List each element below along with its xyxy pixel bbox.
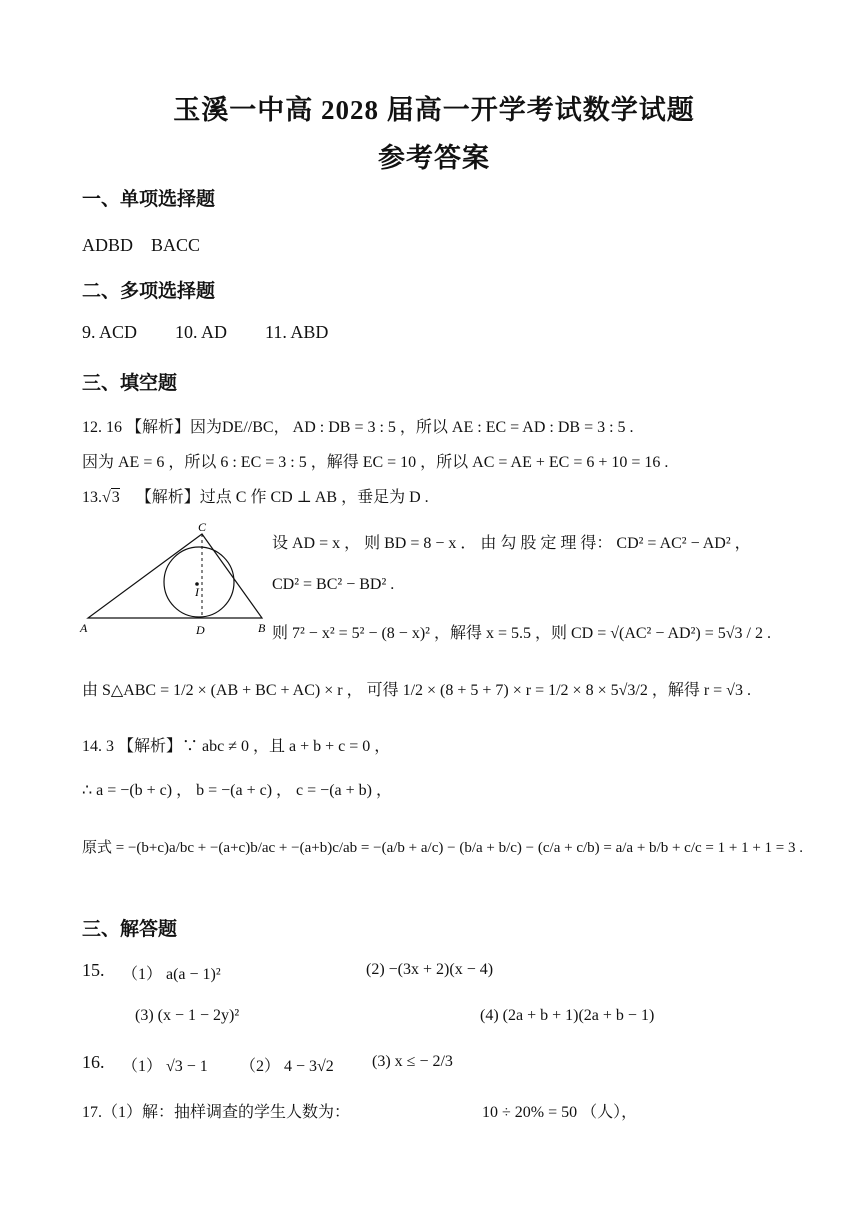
q15-part-4: (4) (2a + b + 1)(2a + b − 1) [480,1007,655,1024]
q13-line-1: 设 AD = x ， 则 BD = 8 − x ． 由 勾 股 定 理 得： CD² = AC² − AD² ， [272,535,751,552]
q17-line: 17.（1）解：抽样调查的学生人数为： [82,1104,351,1121]
q13-head [82,484,429,507]
q13-line-3 [272,620,771,643]
q12-line-1: 12. 16 【解析】因为DE//BC， AD : DB = 3 : 5 ，所以 AE : EC = AD : DB = 3 : 5 . [82,419,634,436]
page-title: 玉溪一中高 2028 届高一开学考试数学试题 [173,95,695,125]
label-a: A [80,621,88,635]
section-heading-single-choice: 一、单项选择题 [82,189,216,210]
page-subtitle: 参考答案 [378,143,490,173]
section-heading-solutions: 三、解答题 [82,919,178,940]
multi-answer-11: 11. ABD [265,322,329,342]
single-choice-answers: ADBD BACC [82,235,201,255]
q15-part-2: (2) −(3x + 2)(x − 4) [366,961,494,978]
q14-line-1: 14. 3 【解析】∵ abc ≠ 0 ，且 a + b + c = 0 ， [82,738,391,755]
q14-line-3: 原式 = −(b+c)a/bc + −(a+c)b/ac + −(a+b)c/ab = −(a/b + a/c) − (b/a + b/c) − (c/a + c/b) = a/a + b/b + c/c = 1 + 1 + 1 = 3 . [82,840,803,856]
multi-answer-10: 10. AD [175,322,228,342]
label-i: I [195,585,199,599]
q13-answer: √3 [102,489,120,506]
q13-line-4: 由 S△ABC = 1/2 × (AB + BC + AC) × r ， 可得 1/2 × (8 + 5 + 7) × r = 1/2 × 8 × 5√3/2 ，解得 r = √3 . [82,682,751,699]
section-heading-multi-choice: 二、多项选择题 [82,281,216,302]
q17-calc: 10 ÷ 20% = 50 （人）， [482,1104,638,1121]
section-heading-fill-in: 三、填空题 [82,373,178,394]
q15-part-1: （1） a(a − 1)² [122,966,221,983]
q13-head-text: 【解析】过点 C 作 CD ⊥ AB ，垂足为 D . [135,489,429,506]
label-c: C [198,520,207,534]
multi-answer-9: 9. ACD [82,322,138,342]
q16-part-1: （1） √3 − 1 [122,1058,208,1075]
incircle [164,547,234,617]
label-b: B [258,621,266,635]
q13-line-3b: 5√3 / 2 . [717,625,771,642]
q13-line-3a: 则 7² − x² = 5² − (8 − x)² ，解得 x = 5.5 ，则 CD = √(AC² − AD²) = [272,625,714,642]
q13-number: 13. [82,489,102,506]
label-d: D [196,623,205,637]
q14-line-2: ∴ a = −(b + c) ， b = −(a + c) ， c = −(a + b) ， [82,782,392,799]
q15-number: 15. [82,960,105,980]
q16-part-3: (3) x ≤ − 2/3 [372,1053,453,1070]
q16-number: 16. [82,1052,105,1072]
q12-line-2: 因为 AE = 6 ，所以 6 : EC = 3 : 5 ，解得 EC = 10 ，所以 AC = AE + EC = 6 + 10 = 16 . [82,454,669,471]
triangle-incircle-diagram [78,520,274,642]
triangle-abc [88,534,262,618]
q16-part-2: （2） 4 − 3√2 [240,1058,334,1075]
q13-line-2: CD² = BC² − BD² . [272,576,395,593]
q15-part-3: (3) (x − 1 − 2y)² [135,1007,240,1024]
